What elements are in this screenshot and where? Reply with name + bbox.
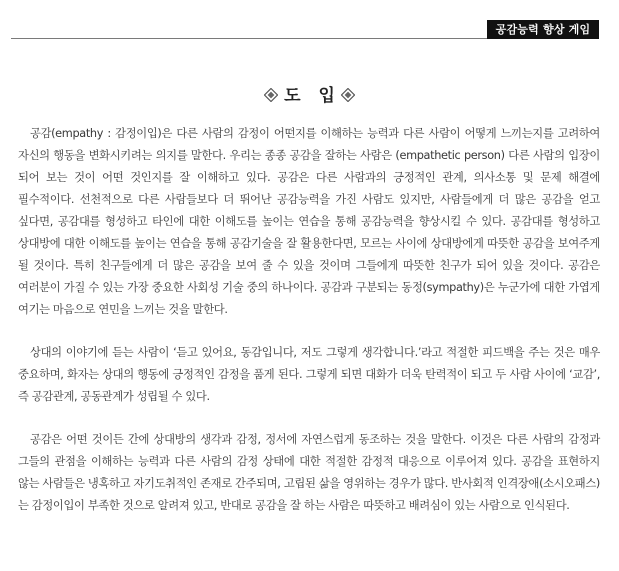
diamond-ornament-icon [341,88,355,102]
paragraph-feedback: 상대의 이야기에 듣는 사람이 ‘듣고 있어요, 동감입니다, 저도 그렇게 생각합니다.’라고 적절한 피드백을 주는 것은 매우 중요하며, 화자는 상대의 행동에 긍정적인 감정을 품게 된다. 그렇게 되면 대화가 더욱 탄력적이 되고 두 사람 사이에 ‘교감’, 즉 공감관계, 공동관계가 성립될 수 있다. [18,346,600,403]
paragraph-empathy-expression: 공감은 어떤 것이든 간에 상대방의 생각과 감정, 정서에 자연스럽게 동조하는 것을 말한다. 이것은 다른 사람의 감정과 그들의 관점을 이해하는 능력과 다른 사람의 감정 상태에 대한 적절한 감정적 대응으로 이루어져 있다. 공감을 표현하지 않는 사람들은 냉혹하고 자기도취적인 존재로 간주되며, 고립된 삶을 영위하는 경우가 많다. 반사회적 인격장애(소시오패스)는 감정이입이 부족한 것으로 알려져 있고, 반대로 공감을 잘 하는 사람은 따뜻하고 배려심이 있는 사람으로 인식된다. [18,433,600,512]
section-title-text: 도 입 [284,86,341,106]
section-title [0,85,619,107]
chapter-tab: 공감능력 향상 게임 [487,20,599,39]
body-text [18,123,600,517]
paragraph-empathy-definition: 공감(empathy : 감정이입)은 다른 사람의 감정이 어떤지를 이해하는 능력과 다른 사람이 어떻게 느끼는지를 고려하여 자신의 행동을 변화시키려는 의지를 말한다. 우리는 종종 공감을 잘하는 사람은 (empathetic person) 다른 사람의 입장이 되어 보는 것이 어떤 것인지를 잘 이해하고 있다. 공감은 다른 사람과의 긍정적인 관계, 의사소통 및 문제 해결에 필수적이다. 선천적으로 다른 사람들보다 더 뛰어난 공감능력을 가진 사람도 있지만, 사람들에게 더 많은 공감을 얻고 싶다면, 공감대를 형성하고 타인에 대한 이해도를 높이는 연습을 통해 공감능력을 향상시킬 수 있다. 공감대를 형성하고 상대방에 대한 이해도를 높이는 연습을 통해 공감기술을 잘 활용한다면, 모르는 사이에 상대방에게 따뜻한 공감을 보여주게 될 것이다. 특히 친구들에게 더 많은 공감을 보여 줄 수 있을 것이며 그들에게 따뜻한 친구가 되어 있을 것이다. 공감은 여러분이 가질 수 있는 가장 중요한 사회성 기술 중의 하나이다. 공감과 구분되는 동정(sympathy)은 누군가에 대한 가엽게 여기는 마음으로 연민을 느끼는 것을 말한다. [18,127,600,316]
diamond-ornament-icon [264,88,278,102]
